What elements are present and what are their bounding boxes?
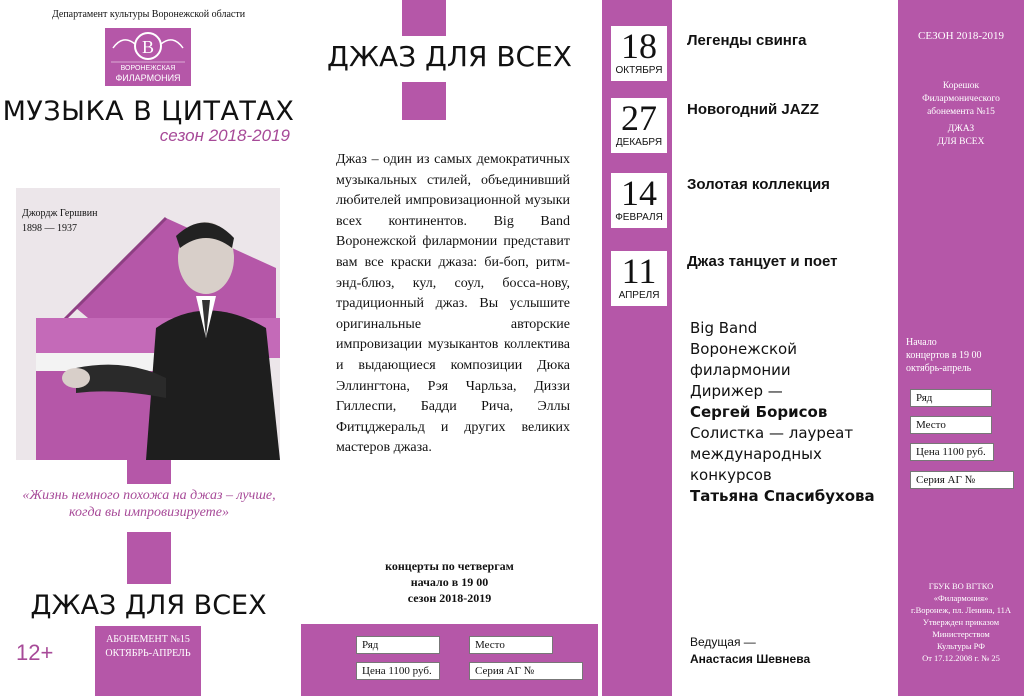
performer-line: Воронежской [690,340,797,358]
schedule-season: сезон 2018-2019 [407,591,492,605]
decor-bar [127,532,171,584]
performer-line: Дирижер — [690,382,783,400]
performer-line: Big Band [690,319,758,337]
subscription-number: АБОНЕМЕНТ №15 [106,634,190,645]
schedule-time: начало в 19 00 [410,575,489,589]
caption-name: Джордж Гершвин [22,208,98,219]
date-box [611,98,667,153]
start-line: октябрь-апрель [906,363,972,374]
stub-row-field[interactable]: Ряд [910,389,992,407]
start-line: концертов в 19 00 [906,350,982,361]
stub-line: ДЛЯ ВСЕХ [937,137,985,147]
subscription-period: ОКТЯБРЬ-АПРЕЛЬ [105,648,191,659]
cover-season: сезон 2018-2019 [159,126,290,145]
event-month: АПРЕЛЯ [618,290,660,301]
svg-text:ФИЛАРМОНИЯ: ФИЛАРМОНИЯ [115,73,181,83]
org-line: От 17.12.2008 г. № 25 [922,653,1000,663]
org-line: г.Воронеж, пл. Ленина, 11А [910,605,1012,615]
svg-text:В: В [141,37,155,57]
organization-info [898,580,1024,664]
info-title: ДЖАЗ ДЛЯ ВСЕХ [327,40,572,73]
org-line: Культуры РФ [937,641,985,651]
conductor-name: Сергей Борисов [690,403,828,421]
schedule-day: концерты по четвергам [385,559,514,573]
series-title: ДЖАЗ ДЛЯ ВСЕХ [30,590,267,621]
stub-line: абонемента №15 [927,107,995,117]
ticket-row-field[interactable]: Ряд [356,636,440,654]
date-box [611,251,667,306]
quote-text: «Жизнь немного похожа на джаз – лучше, когда вы импровизируете» [22,488,276,520]
org-line: ГБУК ВО ВГТКО [928,581,994,591]
performer-line: Солистка — лауреат [690,424,854,442]
svg-text:ВОРОНЕЖСКАЯ: ВОРОНЕЖСКАЯ [120,65,176,72]
photo-caption [22,206,97,236]
stub-price-field[interactable]: Цена 1100 руб. [910,443,994,461]
event-month: ОКТЯБРЯ [615,65,663,76]
decor-bar [127,460,171,484]
event-title: Золотая коллекция [687,176,830,193]
event-day: 27 [621,98,657,138]
stub-line: ДЖАЗ [947,124,975,134]
performer-line: конкурсов [690,466,772,484]
event-title: Новогодний JAZZ [687,101,819,118]
performer-line: международных [690,445,822,463]
org-line: Министерством [932,629,990,639]
event-title: Легенды свинга [687,32,807,49]
date-box [611,173,667,228]
subscription-label [95,633,201,661]
event-title: Джаз танцует и поет [687,253,838,270]
stub-line: Филармонического [922,94,1000,104]
performers-block [690,318,895,507]
ticket-band [301,624,598,696]
host-block [690,634,895,668]
org-line: Утвержден приказом [922,617,1000,627]
concert-schedule [301,558,598,606]
date-box [611,26,667,81]
org-line: «Филармония» [933,593,989,603]
decor-bar [402,0,446,36]
stub-info [898,80,1024,149]
host-name: Анастасия Шевнева [690,652,811,666]
cover-title: МУЗЫКА В ЦИТАТАХ [2,96,295,127]
department-label: Департамент культуры Воронежской области [51,9,246,20]
stub-start-info [906,336,1016,375]
event-day: 18 [621,26,657,66]
ticket-seat-field[interactable]: Место [469,636,553,654]
stub-series-field[interactable]: Серия АГ № [910,471,1014,489]
soloist-name: Татьяна Спасибухова [690,487,875,505]
stub-seat-field[interactable]: Место [910,416,992,434]
description-text: Джаз – один из самых демократичных музыкальных стилей, объединивший любителей импровизационной музыки всех континентов. Big Band Воронежской филармонии представит вам все краски джаза: би-боп, ритм-энд-блюз, кул, соул, босса-нову, традиционный джаз. Вы услышите оригинальные авторские импровизации музыкантов коллектива и выдающиеся композиции Дюка Эллингтона, Рэя Чарльза, Диззи Гиллеспи, Бадди Рича, Эллы Фитцджеральд и других великих мастеров джаза. [336,152,570,456]
event-month: ФЕВРАЛЯ [615,212,663,223]
age-rating: 12+ [16,640,54,665]
philharmonic-logo [105,28,191,86]
performer-line: филармонии [690,361,791,379]
event-month: ДЕКАБРЯ [615,137,663,148]
caption-years: 1898 — 1937 [22,223,77,234]
stub-season: СЕЗОН 2018-2019 [917,30,1004,42]
decor-bar [402,82,446,120]
host-label: Ведущая — [690,635,756,649]
event-day: 14 [621,173,657,213]
stub-line: Корешок [942,81,980,91]
ticket-price-field[interactable]: Цена 1100 руб. [356,662,440,680]
start-line: Начало [906,337,937,348]
event-day: 11 [621,251,657,291]
ticket-series-field[interactable]: Серия АГ № [469,662,583,680]
